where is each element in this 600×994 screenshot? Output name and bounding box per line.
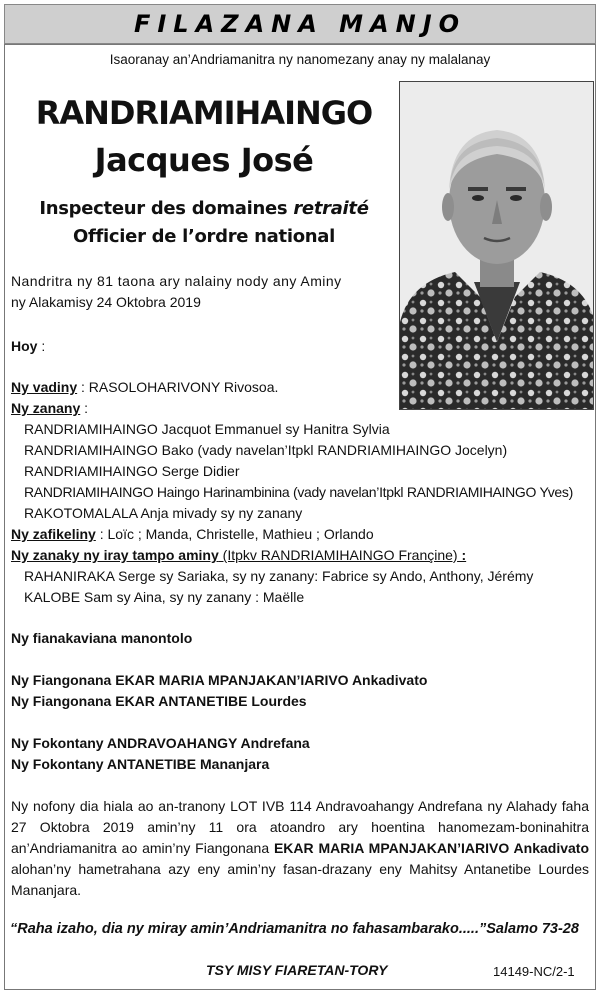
children-colon: : [80,400,89,416]
header-banner [4,4,596,44]
title-text: Inspecteur des domaines [39,198,294,219]
siblings-list [24,566,533,608]
header-title: FILAZANA MANJO [133,10,467,38]
siblings-heading [11,545,466,566]
deceased-given-names: Jacques José [94,141,314,179]
list-item: RANDRIAMIHAINGO Haingo Harinambinina (vady navelan’Itpkl RANDRIAMIHAINGO Yves) [24,484,573,500]
portrait-image [400,82,594,410]
no-flowers-note: TSY MISY FIARETAN-TORY [206,962,388,978]
spouse-value: : RASOLOHARIVONY Rivosoa. [77,379,279,395]
funeral-text-b: alohan’ny hametrahana azy eny amin’ny fasan-drazany eny Mahitsy Antanetibe Lourdes Mananjara. [11,861,589,898]
reference-number: 14149-NC/2-1 [493,964,575,979]
death-notice-line2: ny Alakamisy 24 Oktobra 2019 [11,294,201,310]
church-1: Ny Fiangonana EKAR MARIA MPANJAKAN’IARIVO Ankadivato [11,672,428,688]
subtitle: Isaoranay an’Andriamanitra ny nanomezany anay ny malalanay [109,52,491,67]
hoy-colon: : [37,338,46,354]
funeral-paragraph [11,796,589,901]
funeral-church: EKAR MARIA MPANJAKAN’IARIVO Ankadivato [273,840,589,856]
fokontany-1: Ny Fokontany ANDRAVOAHANGY Andrefana [11,735,310,751]
siblings-paren: (Itpkv RANDRIAMIHAINGO Françine) [218,547,458,563]
siblings-colon: : [457,547,467,563]
spouse-line [11,377,278,398]
family-all: Ny fianakaviana manontolo [11,630,193,646]
church-2: Ny Fiangonana EKAR ANTANETIBE Lourdes [11,693,307,709]
list-item: RANDRIAMIHAINGO Jacquot Emmanuel sy Hanitra Sylvia [24,421,390,437]
grandchildren-line [11,524,374,545]
funeral-text-a: Ny nofony dia hiala ao an-tranony LOT IVB 114 Andravoahangy Andrefana ny Alahady faha 27 Oktobra 2019 amin’ny 11 ora atoandro ary hoentina hanomezam-boninahitra an’Andriamanitra ao amin’ny Fiangonana [11,798,589,856]
fokontany-2: Ny Fokontany ANTANETIBE Mananjara [11,756,270,772]
list-item: RANDRIAMIHAINGO Bako (vady navelan’Itpkl RANDRIAMIHAINGO Jocelyn) [24,442,508,458]
death-notice-line1: Nandritra ny 81 taona ary nalainy nody any Aminy [11,273,342,289]
spouse-label: Ny vadiny [11,379,78,395]
children-heading [11,398,88,419]
bible-quote [10,921,592,937]
hoy-line [11,336,45,357]
list-item: RANDRIAMIHAINGO Serge Didier [24,463,240,479]
deceased-surname: RANDRIAMIHAINGO [35,94,373,132]
grandchildren-value: : Loïc ; Manda, Christelle, Mathieu ; Orlando [95,526,374,542]
quote-text: “Raha izaho, dia ny miray amin’Andriamanitra no fahasambarako.....” [10,921,487,937]
deceased-title-line2: Officier de l’ordre national [72,226,335,247]
children-label: Ny zanany [11,400,81,416]
death-notice [11,271,393,313]
grandchildren-label: Ny zafikeliny [11,526,96,542]
deceased-title-line1 [12,198,396,219]
title-italic: retraité [293,198,369,219]
list-item: KALOBE Sam sy Aina, sy ny zanany : Maëlle [24,589,305,605]
siblings-label: Ny zanaky ny iray tampo aminy [11,547,219,563]
children-list [24,419,573,524]
list-item: RAKOTOMALALA Anja mivady sy ny zanany [24,505,303,521]
hoy-label: Hoy [11,338,38,354]
list-item: RAHANIRAKA Serge sy Sariaka, sy ny zanany: Fabrice sy Ando, Anthony, Jérémy [24,568,534,584]
portrait-photo [399,81,594,410]
quote-reference: Salamo 73-28 [486,921,579,937]
